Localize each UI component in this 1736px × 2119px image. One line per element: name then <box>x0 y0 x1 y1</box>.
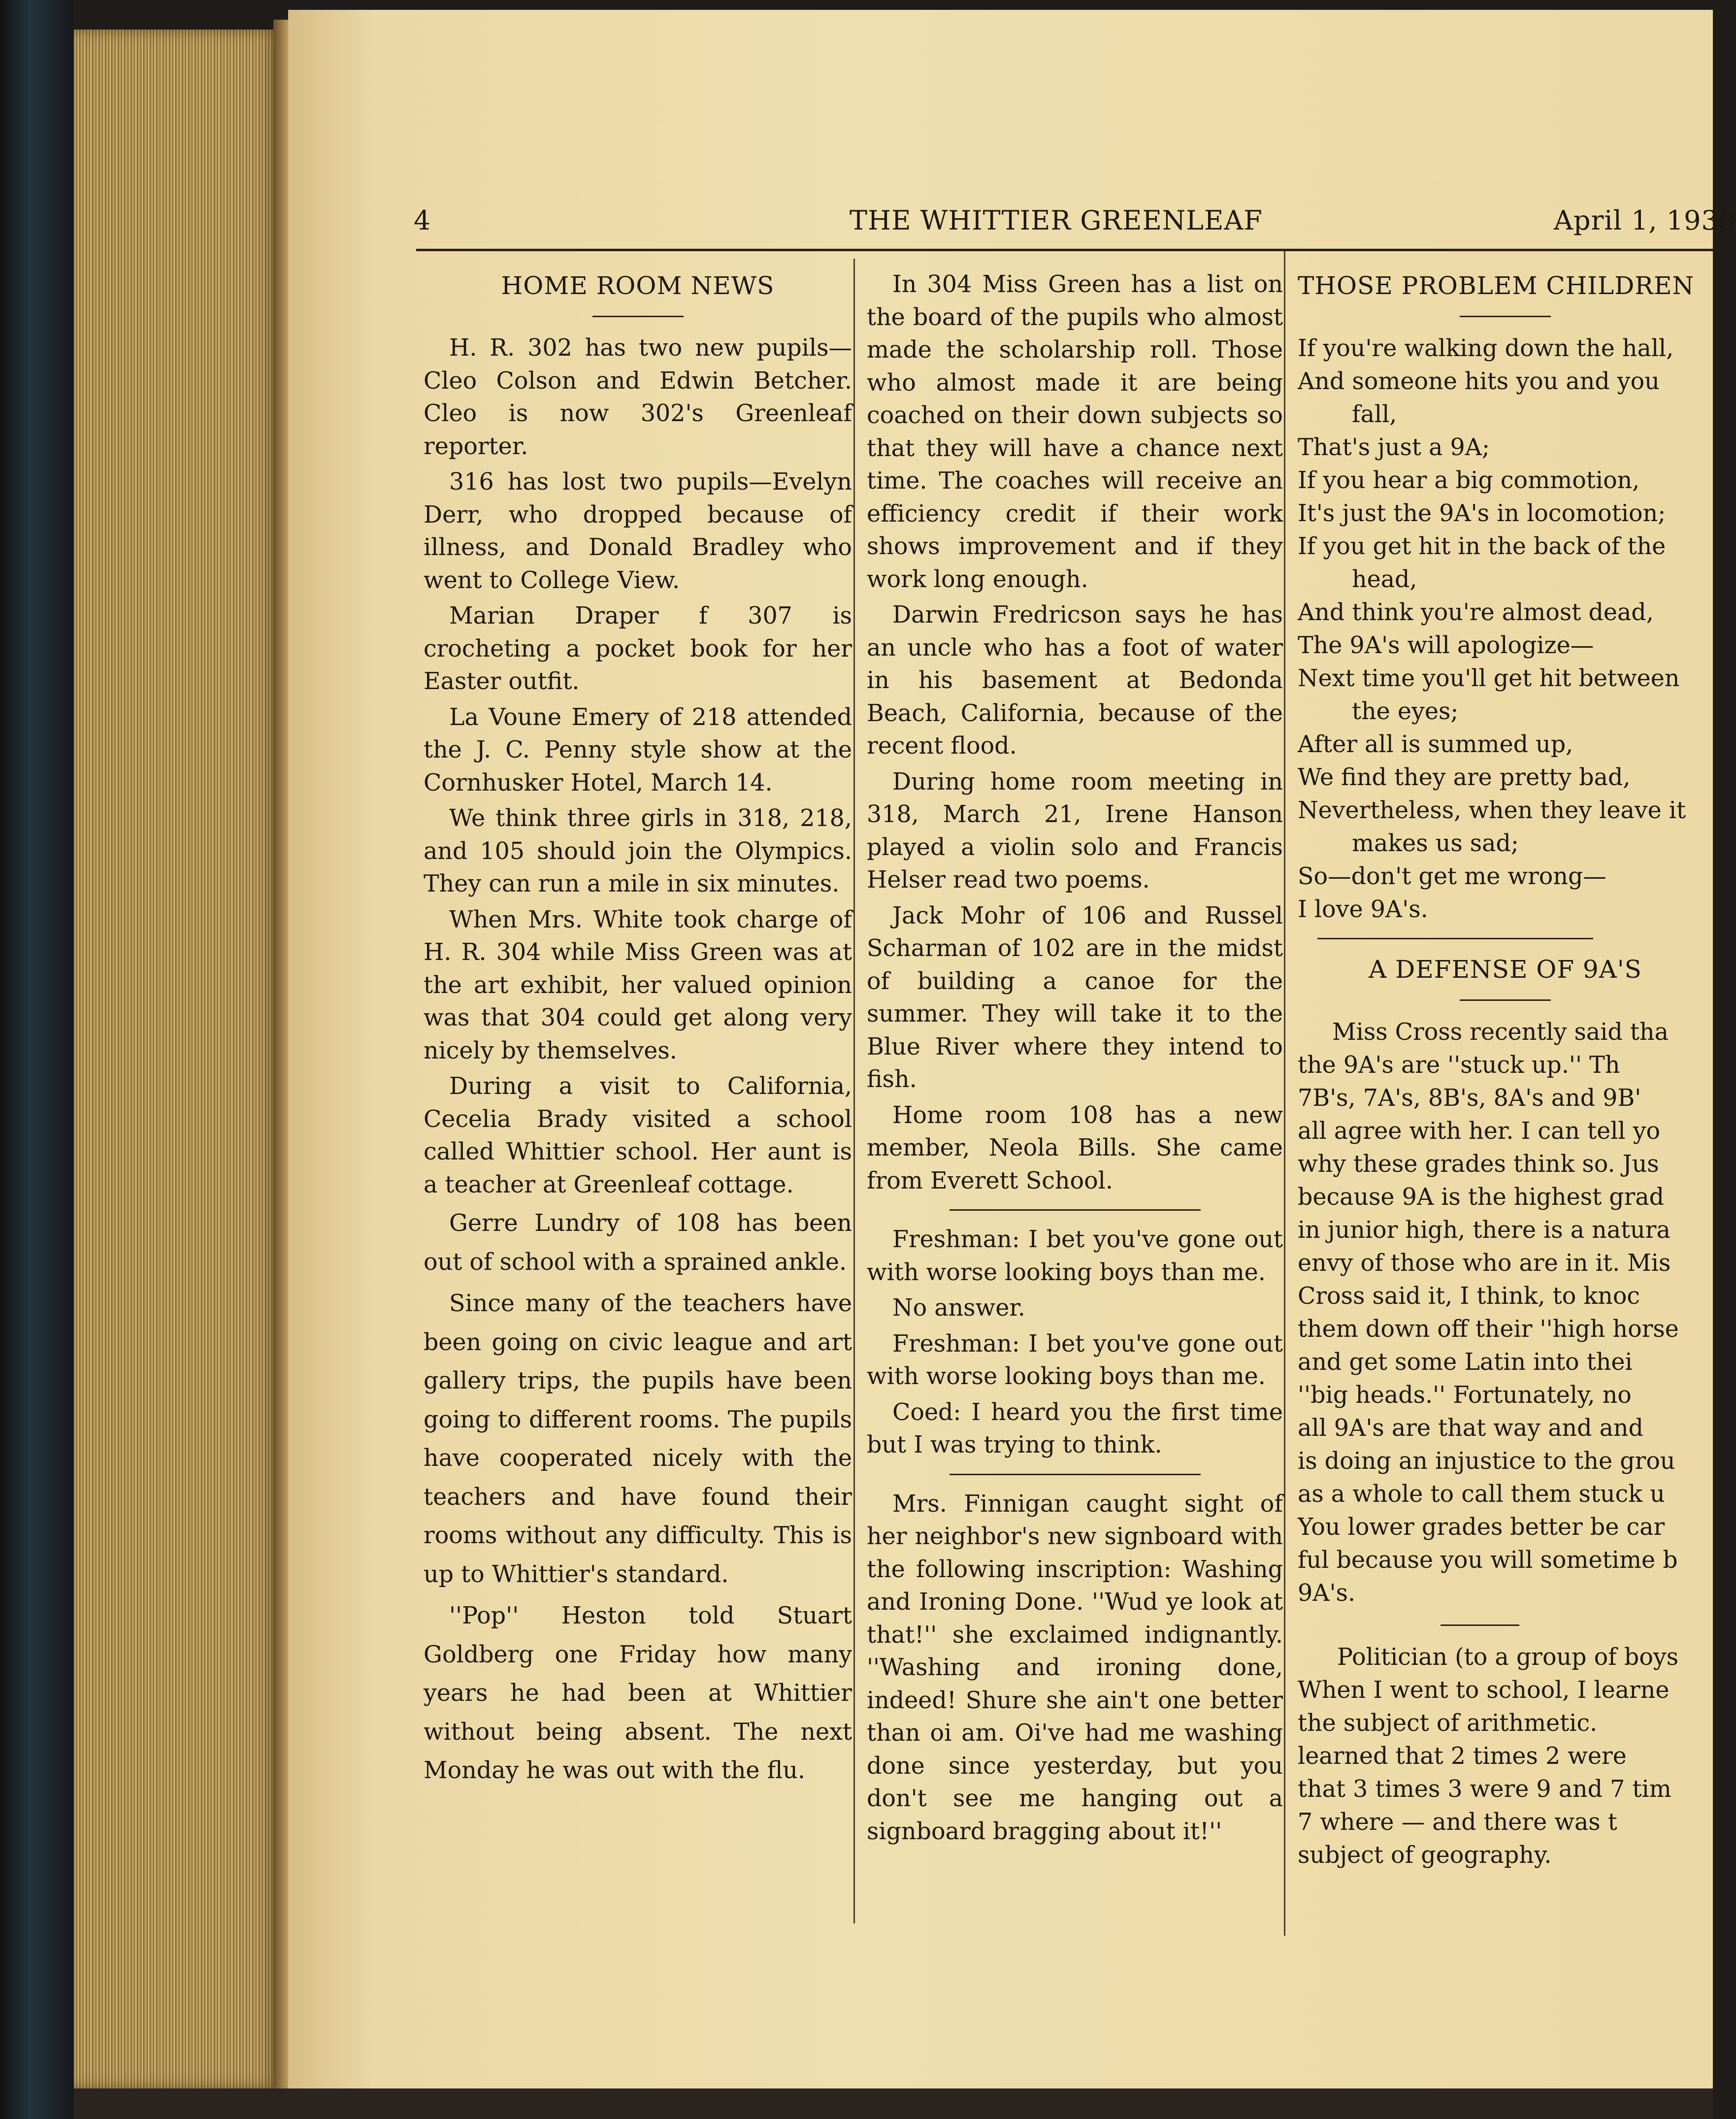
poem-line: the eyes; <box>1352 698 1459 725</box>
defense-line: the 9A's are ''stuck up.'' Th <box>1298 1052 1620 1079</box>
column-home-room-news <box>424 268 852 1793</box>
poem-line: That's just a 9A; <box>1298 434 1490 461</box>
poem-line: We find they are pretty bad, <box>1298 764 1631 791</box>
defense-line: why these grades think so. Jus <box>1298 1151 1659 1178</box>
poem-heading: THOSE PROBLEM CHILDREN <box>1298 271 1695 300</box>
news-items-lower <box>424 1204 852 1790</box>
defense-line: You lower grades better be car <box>1298 1514 1665 1541</box>
news-item: When Mrs. White took charge of H. R. 304 while Miss Green was at the art exhibit, her valued opinion was that 304 could get along very nicely by themselves. <box>424 906 852 1064</box>
news-item: 316 has lost two pupils—Evelyn Derr, who dropped because of illness, and Donald Bradley who went to College View. <box>424 468 852 594</box>
poem-line: head, <box>1352 566 1417 593</box>
defense-line: all agree with her. I can tell yo <box>1298 1118 1661 1145</box>
news-item: Marian Draper f 307 is crocheting a pocket book for her Easter outfit. <box>424 602 852 695</box>
poem-line: If you get hit in the back of the <box>1298 533 1666 560</box>
defense-line: 9A's. <box>1298 1580 1356 1607</box>
poem-line: I love 9A's. <box>1298 896 1428 923</box>
heading-rule <box>1460 999 1551 1001</box>
defense-line: is doing an injustice to the grou <box>1298 1448 1675 1475</box>
news-item: Since many of the teachers have been going on civic league and art gallery trips, the pupils have been going to different rooms. The pupils have cooperated nicely with the teachers and have found their rooms without any difficulty. This is up to Whittier's standard. <box>424 1290 852 1588</box>
news-item: H. R. 302 has two new pupils—Cleo Colson and Edwin Betcher. Cleo is now 302's Greenleaf reporter. <box>424 334 852 460</box>
defense-line: because 9A is the highest grad <box>1298 1184 1665 1211</box>
poem-line: And someone hits you and you <box>1298 368 1660 395</box>
paper-name: THE WHITTIER GREENLEAF <box>850 205 1263 236</box>
poem-line: Next time you'll get hit between <box>1298 665 1680 692</box>
news-item: Jack Mohr of 106 and Russel Scharman of 102 are in the midst of building a canoe for the summer. They will take it to the Blue River where they intend to fish. <box>867 902 1283 1093</box>
poem-line: It's just the 9A's in locomotion; <box>1298 500 1666 527</box>
column-rule <box>853 259 855 1923</box>
page-number: 4 <box>414 205 431 236</box>
poem-line: So—don't get me wrong— <box>1298 863 1606 890</box>
column-news-and-jokes <box>867 268 1283 1851</box>
news-item: La Voune Emery of 218 attended the J. C. Penny style show at the Cornhusker Hotel, March 14. <box>424 703 852 796</box>
poem-line: If you hear a big commotion, <box>1298 467 1640 494</box>
defense-line: in junior high, there is a natura <box>1298 1217 1670 1244</box>
news-item: We think three girls in 318, 218, and 105 should join the Olympics. They can run a mile in six minutes. <box>424 805 852 897</box>
politician-line: Politician (to a group of boys <box>1337 1644 1679 1671</box>
defense-line: ful because you will sometime b <box>1298 1547 1678 1574</box>
bottom-shadow <box>74 2088 1713 2119</box>
section-rule <box>1441 1624 1519 1626</box>
issue-date: April 1, 1938 <box>1554 205 1736 236</box>
section-rule <box>950 1474 1201 1475</box>
column-rule <box>1284 251 1285 1936</box>
section-rule <box>950 1209 1201 1211</box>
joke-line: Freshman: I bet you've gone out with worse looking boys than me. <box>867 1226 1283 1286</box>
defense-line: Miss Cross recently said tha <box>1332 1019 1669 1046</box>
joke-line: No answer. <box>892 1294 1025 1322</box>
defense-line: them down off their ''high horse <box>1298 1316 1679 1343</box>
poem-line: The 9A's will apologize— <box>1298 632 1594 659</box>
news-item: In 304 Miss Green has a list on the board of the pupils who almost made the scholarship roll. Those who almost made it are being coached on their down subjects so that they will have a chance next time. The coaches will receive an efficiency credit if their work shows improvement and if they work long enough. <box>867 271 1283 593</box>
section-rule <box>1317 938 1593 939</box>
defense-line: as a whole to call them stuck u <box>1298 1481 1665 1508</box>
politician-line: When I went to school, I learne <box>1298 1677 1670 1704</box>
poem-line: And think you're almost dead, <box>1298 599 1654 626</box>
news-item: Home room 108 has a new member, Neola Bills. She came from Everett School. <box>867 1101 1283 1194</box>
heading-rule <box>592 316 684 317</box>
news-item: ''Pop'' Heston told Stuart Goldberg one Friday how many years he had been at Whittier without being absent. The next Monday he was out with the flu. <box>424 1602 852 1784</box>
joke-line: Freshman: I bet you've gone out with worse looking boys than me. <box>867 1330 1283 1390</box>
defense-heading: A DEFENSE OF 9A'S <box>1369 955 1642 984</box>
home-room-news-heading: HOME ROOM NEWS <box>501 271 775 300</box>
politician-line: learned that 2 times 2 were <box>1298 1743 1627 1770</box>
poem-line: makes us sad; <box>1352 830 1519 857</box>
politician-line: subject of geography. <box>1298 1842 1552 1869</box>
news-item: Gerre Lundry of 108 has been out of school with a sprained ankle. <box>424 1210 852 1276</box>
column-poem-and-defense <box>1298 268 1713 1872</box>
defense-line: and get some Latin into thei <box>1298 1349 1633 1376</box>
joke-line: Coed: I heard you the first time but I was trying to think. <box>867 1398 1283 1458</box>
poem-line: fall, <box>1352 401 1397 428</box>
politician-line: that 3 times 3 were 9 and 7 tim <box>1298 1776 1671 1803</box>
defense-line: envy of those who are in it. Mis <box>1298 1250 1671 1277</box>
poem-line: After all is summed up, <box>1298 731 1573 758</box>
defense-line: all 9A's are that way and and <box>1298 1415 1643 1442</box>
page-edges <box>74 30 281 2088</box>
book-cover <box>0 0 74 2119</box>
joke-paragraph: Mrs. Finnigan caught sight of her neighbor's new signboard with the following inscription: Washing and Ironing Done. ''Wud ye look at that!'' she exclaimed indignantly. ''Washing and ironing done, indeed! Shure she ain't one better than oi am. Oi've had me washing done since yesterday, but you don't see me hanging out a signboard bragging about it!'' <box>867 1490 1283 1845</box>
news-item: Darwin Fredricson says he has an uncle who has a foot of water in his basement at Bedonda Beach, California, because of the recent flood. <box>867 601 1283 760</box>
defense-line: Cross said it, I think, to knoc <box>1298 1283 1640 1310</box>
news-item: During a visit to California, Cecelia Brady visited a school called Whittier school. Her aunt is a teacher at Greenleaf cottage. <box>424 1073 852 1198</box>
news-item: During home room meeting in 318, March 21, Irene Hanson played a violin solo and Francis Helser read two poems. <box>867 768 1283 894</box>
heading-rule <box>1460 316 1551 317</box>
defense-line: ''big heads.'' Fortunately, no <box>1298 1382 1632 1409</box>
poem-line: Nevertheless, when they leave it <box>1298 797 1686 824</box>
masthead <box>414 201 1736 240</box>
poem-line: If you're walking down the hall, <box>1298 335 1674 362</box>
defense-line: 7B's, 7A's, 8B's, 8A's and 9B' <box>1298 1085 1641 1112</box>
politician-line: the subject of arithmetic. <box>1298 1710 1598 1737</box>
masthead-rule <box>416 249 1713 251</box>
politician-line: 7 where — and there was t <box>1298 1809 1617 1836</box>
